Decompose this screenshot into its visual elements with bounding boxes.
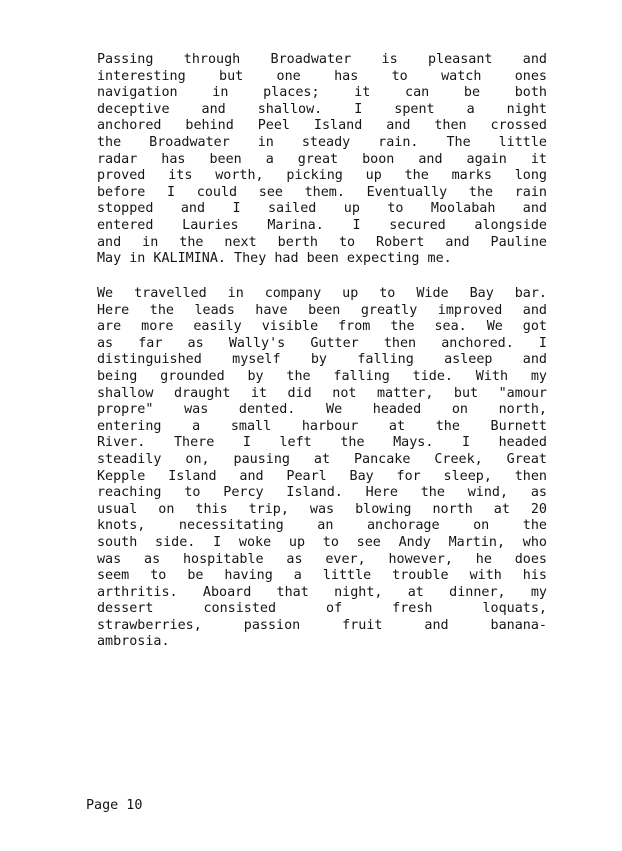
text-line: Passing through Broadwater is pleasant and bbox=[97, 52, 547, 67]
text-line: arthritis. Aboard that night, at dinner, my bbox=[97, 584, 547, 600]
text-line: seem to be having a little trouble with his bbox=[97, 568, 547, 584]
text-line: entering a small harbour at the Burnett bbox=[97, 418, 547, 434]
paragraph-2 bbox=[97, 286, 547, 651]
text-line: ambrosia. bbox=[97, 634, 170, 650]
text-line: are more easily visible from the sea. We got bbox=[97, 319, 547, 335]
text-line: stopped and I sailed up to Moolabah and bbox=[97, 201, 547, 217]
text-line: navigation in places; it can be both bbox=[97, 85, 547, 101]
text-line: proved its worth, picking up the marks long bbox=[97, 168, 547, 184]
text-line: We travelled in company up to Wide Bay bar. bbox=[97, 286, 547, 301]
text-line: Kepple Island and Pearl Bay for sleep, then bbox=[97, 468, 547, 484]
text-line: and in the next berth to Robert and Pauline bbox=[97, 234, 547, 250]
text-line: before I could see them. Eventually the rain bbox=[97, 184, 547, 200]
page-number: Page 10 bbox=[86, 798, 143, 813]
text-line: strawberries, passion fruit and banana- bbox=[97, 617, 547, 633]
text-line: deceptive and shallow. I spent a night bbox=[97, 101, 547, 117]
text-line: propre" was dented. We headed on north, bbox=[97, 402, 547, 418]
text-line: as far as Wally's Gutter then anchored. I bbox=[97, 335, 547, 351]
text-line: the Broadwater in steady rain. The little bbox=[97, 134, 547, 150]
text-line: interesting but one has to watch ones bbox=[97, 68, 547, 84]
paragraph-1 bbox=[97, 52, 547, 268]
text-line: shallow draught it did not matter, but "amour bbox=[97, 385, 547, 401]
text-line: radar has been a great boon and again it bbox=[97, 151, 547, 167]
text-line: usual on this trip, was blowing north at 20 bbox=[97, 501, 547, 517]
text-line: was as hospitable as ever, however, he does bbox=[97, 551, 547, 567]
text-line: distinguished myself by falling asleep and bbox=[97, 352, 547, 368]
text-line: entered Lauries Marina. I secured alongside bbox=[97, 217, 547, 233]
text-line: being grounded by the falling tide. With my bbox=[97, 368, 547, 384]
text-line: River. There I left the Mays. I headed bbox=[97, 435, 547, 451]
text-line: south side. I woke up to see Andy Martin, who bbox=[97, 534, 547, 550]
text-line: reaching to Percy Island. Here the wind, as bbox=[97, 485, 547, 501]
text-line: steadily on, pausing at Pancake Creek, Great bbox=[97, 451, 547, 467]
text-line: dessert consisted of fresh loquats, bbox=[97, 601, 547, 617]
text-line: anchored behind Peel Island and then crossed bbox=[97, 118, 547, 134]
text-line: knots, necessitating an anchorage on the bbox=[97, 518, 547, 534]
text-line: May in KALIMINA. They had been expecting me. bbox=[97, 251, 452, 267]
text-line: Here the leads have been greatly improved and bbox=[97, 302, 547, 318]
